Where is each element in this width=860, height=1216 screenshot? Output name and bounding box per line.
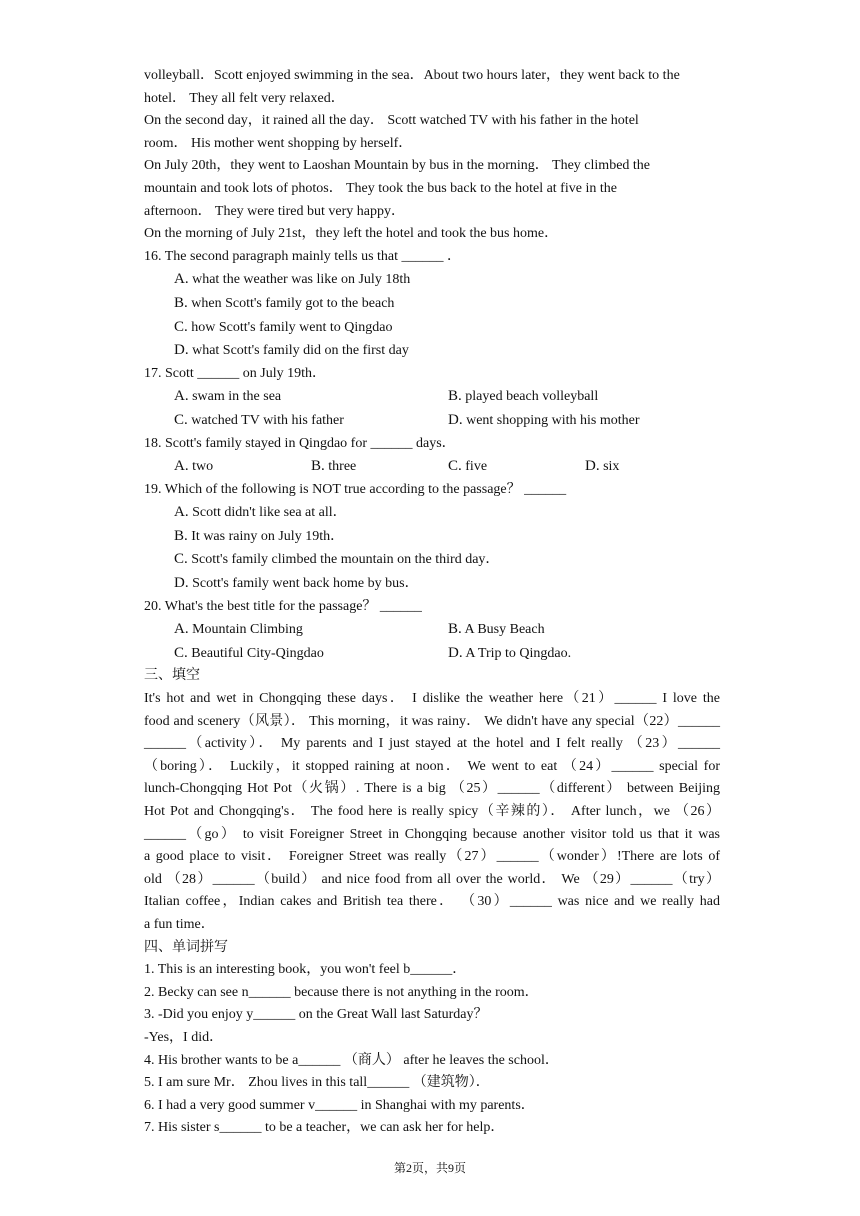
option-letter: A. [174,458,189,475]
option-row [174,455,720,479]
option-letter: A. [174,621,189,638]
option-letter: D. [174,575,189,592]
option-text: five [461,459,488,475]
page-number: 第2页，共9页 [393,1161,466,1175]
option-row [174,618,720,642]
option-a[interactable] [174,455,311,479]
question-stem: 17. Scott ______ on July 19th． [144,365,327,381]
cloze-line: Hot Pot and Chongqing's． The food here is really spicy（辛辣的）． After lunch，we （26） [144,804,720,819]
spelling-item: 2. Becky can see n______ because there is not anything in the room． [144,984,539,1000]
spelling-item: 6. I had a very good summer v______ in Shanghai with my parents． [144,1097,535,1113]
option-text: went shopping with his mother [462,412,640,428]
section-title: 三、填空 [144,668,200,684]
passage-line: On July 20th，they went to Laoshan Mountain by bus in the morning． They climbed the [144,158,651,174]
cloze-line: ______（go） to visit Foreigner Street in Chongqing because another visitor told us that it was [144,826,720,842]
cloze-line: ______（activity）． My parents and I just stayed at the hotel and I felt really （23）______ [144,736,720,752]
question-stem: 16. The second paragraph mainly tells us that ______ ． [144,248,462,264]
option-c[interactable] [174,409,448,433]
cloze-line: a good place to visit． Foreigner Street was really（27）______（wonder）!There are lots of [144,849,720,865]
option-letter: D. [448,644,463,661]
option-a[interactable] [174,385,448,409]
question-20 [144,596,720,666]
option-row [174,409,720,433]
passage-line: On the second day，it rained all the day． Scott watched TV with his father in the hotel [144,113,639,129]
cloze-line: It's hot and wet in Chongqing these days． I dislike the weather here（21）______ I love the [144,691,720,707]
option-text: how Scott's family went to Qingdao [187,319,393,335]
option-letter: B. [448,621,462,638]
option-d[interactable] [585,455,619,479]
option-text: A Trip to Qingdao. [462,645,572,661]
question-stem: 20. What's the best title for the passage？ ______ [144,598,422,614]
option-letter: A. [174,271,189,288]
option-letter: B. [174,527,188,544]
section-title: 四、单词拼写 [144,939,228,955]
option-d[interactable] [174,572,720,596]
option-text: Mountain Climbing [188,622,303,638]
question-stem: 18. Scott's family stayed in Qingdao for ______ days． [144,435,456,451]
option-a[interactable] [174,268,720,292]
cloze-line: food and scenery（风景）． This morning，it was rainy． We didn't have any special（22）______ [144,713,720,729]
document-page [144,65,720,1140]
option-d[interactable] [448,409,640,433]
cloze-line: Italian coffee，Indian cakes and British tea there． （30）______ was nice and we really had [144,894,720,910]
option-text: what the weather was like on July 18th [188,272,411,288]
cloze-line: lunch-Chongqing Hot Pot（火锅）. There is a big （25）______（different） between Beijing [144,781,720,797]
option-c[interactable] [174,548,720,572]
option-b[interactable] [174,292,720,316]
option-letter: B. [174,294,188,311]
question-16 [144,246,720,363]
option-text: It was rainy on July 19th． [187,528,345,544]
option-text: Scott didn't like sea at all． [188,505,347,521]
option-text: two [188,459,214,475]
option-d[interactable] [448,642,571,666]
cloze-line: a fun time． [144,916,215,932]
option-text: what Scott's family did on the first day [188,343,409,359]
question-stem: 19. Which of the following is NOT true according to the passage？ ______ [144,481,567,497]
option-letter: B. [448,388,462,405]
option-text: six [599,459,620,475]
passage-line: volleyball．Scott enjoyed swimming in the sea．About two hours later，they went back to the [144,68,680,83]
passage-line: hotel． They all felt very relaxed． [144,90,345,106]
option-a[interactable] [174,618,448,642]
option-d[interactable] [174,339,720,363]
option-letter: D. [448,411,463,428]
option-text: Beautiful City-Qingdao [187,645,324,661]
option-letter: B. [311,458,325,475]
spelling-item: -Yes，I did． [144,1029,224,1045]
option-letter: C. [174,551,188,568]
option-letter: C. [174,411,188,428]
section-spelling [144,937,720,1140]
option-c[interactable] [174,642,448,666]
question-18 [144,433,720,479]
passage-end [144,65,720,246]
option-letter: A. [174,504,189,521]
cloze-line: old （28）______（build） and nice food from all over the world． We （29）______（try） [144,871,720,887]
option-a[interactable] [174,501,720,525]
passage-line: room． His mother went shopping by herself． [144,135,413,151]
option-text: swam in the sea [188,389,282,405]
option-letter: C. [448,458,462,475]
cloze-line: （boring）． Luckily，it stopped raining at noon． We went to eat （24）______ special for [144,758,720,774]
option-b[interactable] [311,455,448,479]
option-row [174,385,720,409]
option-b[interactable] [448,385,598,409]
option-c[interactable] [174,316,720,340]
option-b[interactable] [174,525,720,549]
option-letter: C. [174,318,188,335]
option-text: Scott's family went back home by bus． [188,576,419,592]
option-text: played beach volleyball [461,389,599,405]
spelling-item: 5. I am sure Mr． Zhou lives in this tall______ （建筑物）． [144,1075,490,1091]
option-text: A Busy Beach [461,622,545,638]
option-text: when Scott's family got to the beach [187,295,395,311]
option-letter: C. [174,644,188,661]
question-19 [144,479,720,596]
spelling-item: 4. His brother wants to be a______ （商人） after he leaves the school． [144,1052,559,1068]
option-text: watched TV with his father [187,412,344,428]
passage-line: mountain and took lots of photos． They took the bus back to the hotel at five in the [144,180,617,196]
option-row [174,642,720,666]
option-text: Scott's family climbed the mountain on the third day． [187,552,500,568]
option-b[interactable] [448,618,545,642]
section-fill-blank [144,665,720,936]
option-letter: D. [174,342,189,359]
option-c[interactable] [448,455,585,479]
option-letter: D. [585,458,600,475]
spelling-item: 7. His sister s______ to be a teacher，we can ask her for help． [144,1120,505,1136]
question-17 [144,363,720,433]
spelling-item: 3. -Did you enjoy y______ on the Great Wall last Saturday？ [144,1007,488,1023]
option-letter: A. [174,388,189,405]
passage-line: On the morning of July 21st，they left the hotel and took the bus home． [144,226,559,242]
passage-line: afternoon． They were tired but very happy． [144,203,405,219]
option-text: three [324,459,357,475]
spelling-item: 1. This is an interesting book，you won't feel b______． [144,962,467,978]
